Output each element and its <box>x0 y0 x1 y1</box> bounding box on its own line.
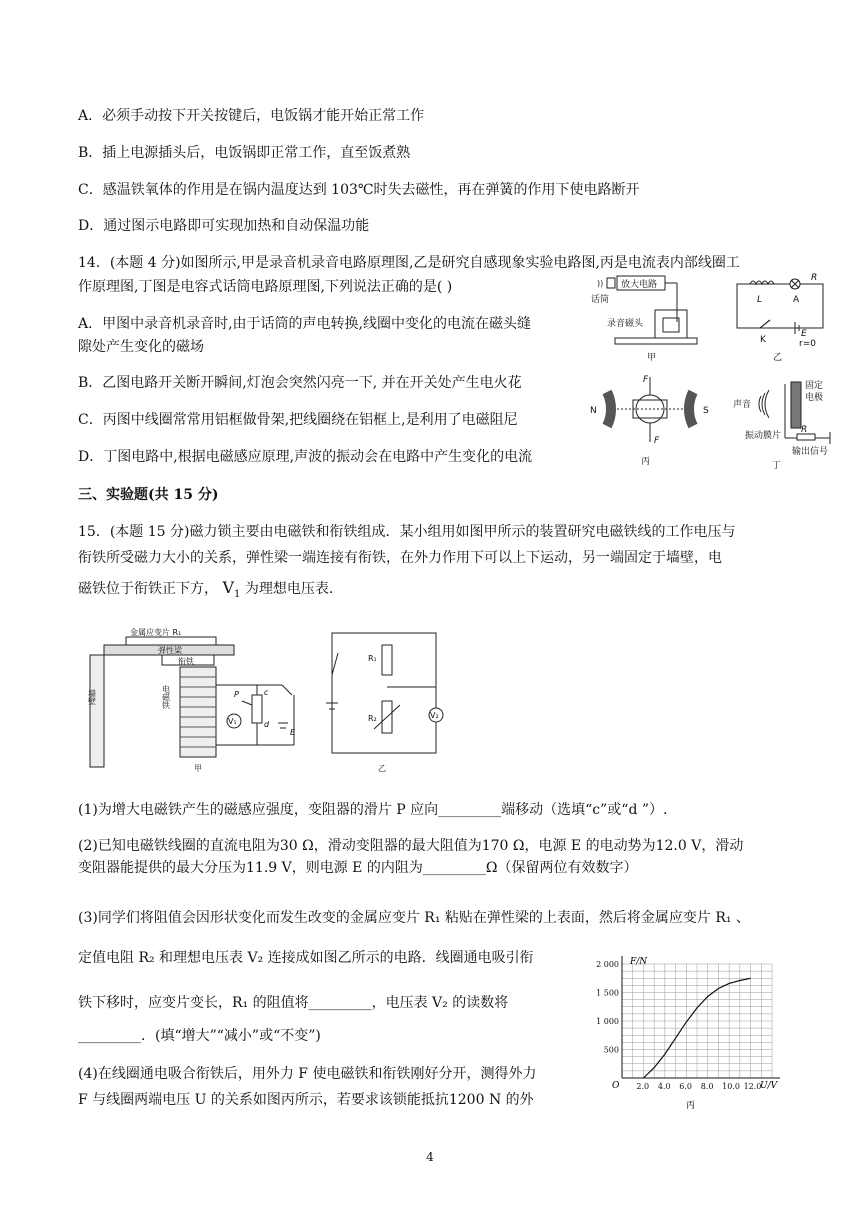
section-title-experiments: 三、实验题(共 15 分) <box>78 487 219 503</box>
label-resistor-r-ding: R <box>801 425 808 435</box>
chart-y-axis-label: F/N <box>630 957 648 967</box>
q14-stem-line2: 作原理图,丁图是电容式话筒电路原理图,下列说法正确的是( ) <box>78 279 453 295</box>
label-force-bottom: F <box>654 436 660 446</box>
q13-option-c: C．感温铁氧体的作用是在锅内温度达到 103℃时失去磁性，再在弹簧的作用下使电路断开 <box>78 182 640 198</box>
q15-stem-line2: 衔铁所受磁力大小的关系，弹性梁一端连接有衔铁，在外力作用下可以上下运动，另一端固定于墙壁，电 <box>78 550 722 566</box>
label-elastic-beam: 弹性梁 <box>158 646 182 655</box>
q15-figure-jia-yi <box>82 625 452 775</box>
q14-option-c: C．丙图中线圈常常用铝框做骨架,把线圈绕在铝框上,是利用了电磁阻尼 <box>78 412 518 428</box>
q13-option-a: A．必须手动按下开关按键后，电饭锅才能开始正常工作 <box>78 108 425 124</box>
figure-yi-strain-circuit <box>326 633 443 753</box>
label-south-pole: S <box>703 406 709 416</box>
q15-part2-line1: (2)已知电磁铁线圈的直流电阻为30 Ω，滑动变阻器的最大阻值为170 Ω，电源 E 的电动势为12.0 V，滑动 <box>78 838 744 854</box>
chart-y-tick-label: 1 000 <box>596 1017 619 1026</box>
label-strain-gauge: 金属应变片 R₁ <box>130 628 182 637</box>
q13-option-d: D．通过图示电路即可实现加热和自动保温功能 <box>78 218 370 234</box>
label-r2: R₂ <box>368 714 377 723</box>
q15-part4-line1: (4)在线圈通电吸合衔铁后，用外力 F 使电磁铁和衔铁刚好分开，测得外力 <box>78 1066 537 1082</box>
label-slider-p: P <box>234 690 239 699</box>
label-force-top: F <box>643 375 649 385</box>
chart-y-tick-label: 2 000 <box>596 960 619 969</box>
microphone-icon <box>607 278 615 288</box>
chart-x-tick-label: 12.0 <box>743 1082 762 1091</box>
caption-q15-jia: 甲 <box>194 764 202 773</box>
q14-option-a-line1: A．甲图中录音机录音时,由于话筒的声电转换,线圈中变化的电流在磁头缝 <box>78 316 532 332</box>
label-electromagnet: 电磁铁 <box>161 685 171 709</box>
caption-bing: 丙 <box>641 457 651 467</box>
q14-figure-group <box>585 272 840 472</box>
q15-part3-line4: _________．(填“增大”“减小”或“不变”) <box>78 1028 321 1044</box>
q15-part4-line2: F 与线圈两端电压 U 的关系如图丙所示，若要求该锁能抵抗1200 N 的外 <box>78 1092 534 1108</box>
q13-option-b: B．插上电源插头后，电饭锅即正常工作，直至饭煮熟 <box>78 145 411 161</box>
page-number: 4 <box>426 1150 434 1164</box>
caption-jia: 甲 <box>647 353 657 363</box>
sound-wave-icon <box>759 390 769 418</box>
voltmeter-v2-icon: V₂ <box>430 711 439 720</box>
label-north-pole: N <box>590 406 597 416</box>
voltmeter-v1-icon: V₁ <box>228 717 237 726</box>
chart-y-tick-label: 1 500 <box>596 988 619 998</box>
label-internal-r: r=0 <box>799 339 816 349</box>
q15-part3-line2: 定值电阻 R₂ 和理想电压表 V₂ 连接成如图乙所示的电路．线圈通电吸引衔 <box>78 950 534 966</box>
q14-stem-line1: 14．(本题 4 分)如图所示,甲是录音机录音电路原理图,乙是研究自感现象实验电路图,丙是电流表内部线圈工 <box>78 255 740 271</box>
chart-x-axis-label: U/V <box>760 1081 778 1091</box>
label-sound: 声音 <box>733 400 752 410</box>
chart-x-tick-label: 8.0 <box>700 1082 714 1091</box>
figure-yi-self-inductance <box>737 279 823 334</box>
q15-stem-line3 <box>78 578 333 605</box>
label-wall: 墙壁 <box>87 689 97 705</box>
svg-text:)): )) <box>597 279 604 288</box>
chart-x-tick-label: 10.0 <box>722 1082 740 1091</box>
q15-part2-line2: 变阻器能提供的最大分压为11.9 V，则电源 E 的内阻为_________Ω（保留两位有效数字） <box>78 860 638 876</box>
q15-part3-line3: 铁下移时，应变片变长，R₁ 的阻值将_________，电压表 V₂ 的读数将 <box>78 995 509 1011</box>
chart-x-tick-label: 6.0 <box>679 1082 693 1091</box>
q15-figure-bing-f-u-chart <box>578 950 788 1115</box>
q15-stem-line1: 15．(本题 15 分)磁力锁主要由电磁铁和衔铁组成．某小组用如图甲所示的装置研究电磁铁线的工作电压与 <box>78 524 736 540</box>
q14-option-d: D．丁图电路中,根据电磁感应原理,声波的振动会在电路中产生变化的电流 <box>78 449 533 465</box>
caption-q15-yi: 乙 <box>378 764 386 773</box>
label-recording-head: 录音磁头 <box>607 319 644 329</box>
q15-stem-line3-text: 磁铁位于衔铁正下方， <box>78 581 218 597</box>
voltmeter-v1-subscript: 1 <box>234 588 241 600</box>
label-end-c: c <box>264 688 269 697</box>
label-r1: R₁ <box>368 654 377 663</box>
figure-bing-ammeter-coil <box>607 377 693 442</box>
label-lamp-a: A <box>793 295 800 305</box>
label-fixed: 固定 <box>805 381 824 391</box>
caption-yi: 乙 <box>773 353 783 363</box>
label-diaphragm: 振动膜片 <box>745 431 782 441</box>
chart-x-tick-label: 2.0 <box>636 1082 650 1091</box>
label-switch-k: K <box>760 335 766 345</box>
label-end-d: d <box>264 720 270 729</box>
q15-part3-line1: (3)同学们将阻值会因形状变化而发生改变的金属应变片 R₁ 粘贴在弹性梁的上表面，然后将金属应变片 R₁ 、 <box>78 910 750 926</box>
label-emf-e: E <box>801 329 807 339</box>
label-armature: 衔铁 <box>178 657 194 666</box>
chart-x-tick-label: 4.0 <box>657 1082 671 1091</box>
voltmeter-v1-symbol: V <box>222 578 235 597</box>
caption-ding: 丁 <box>772 461 782 471</box>
label-source-e: E <box>290 728 296 737</box>
chart-origin-label: O <box>612 1081 620 1091</box>
label-output-signal: 输出信号 <box>792 447 829 457</box>
q15-part1: (1)为增大电磁铁产生的磁感应强度，变阻器的滑片 P 应向_________端移动（选填“c”或“d ”）. <box>78 802 668 818</box>
q14-option-b: B．乙图电路开关断开瞬间,灯泡会突然闪亮一下, 并在开关处产生电火花 <box>78 375 522 391</box>
chart-y-tick-label: 500 <box>603 1045 619 1055</box>
q14-option-a-line2: 隙处产生变化的磁场 <box>78 339 204 355</box>
label-resistor-r: R <box>811 273 818 283</box>
label-amp-circuit: 放大电路 <box>621 280 658 290</box>
caption-q15-bing: 丙 <box>686 1101 696 1111</box>
q15-stem-line3-end: 为理想电压表. <box>240 581 334 597</box>
label-inductor-l: L <box>757 295 763 305</box>
label-microphone: 话筒 <box>591 295 610 305</box>
label-electrode: 电极 <box>805 393 824 403</box>
